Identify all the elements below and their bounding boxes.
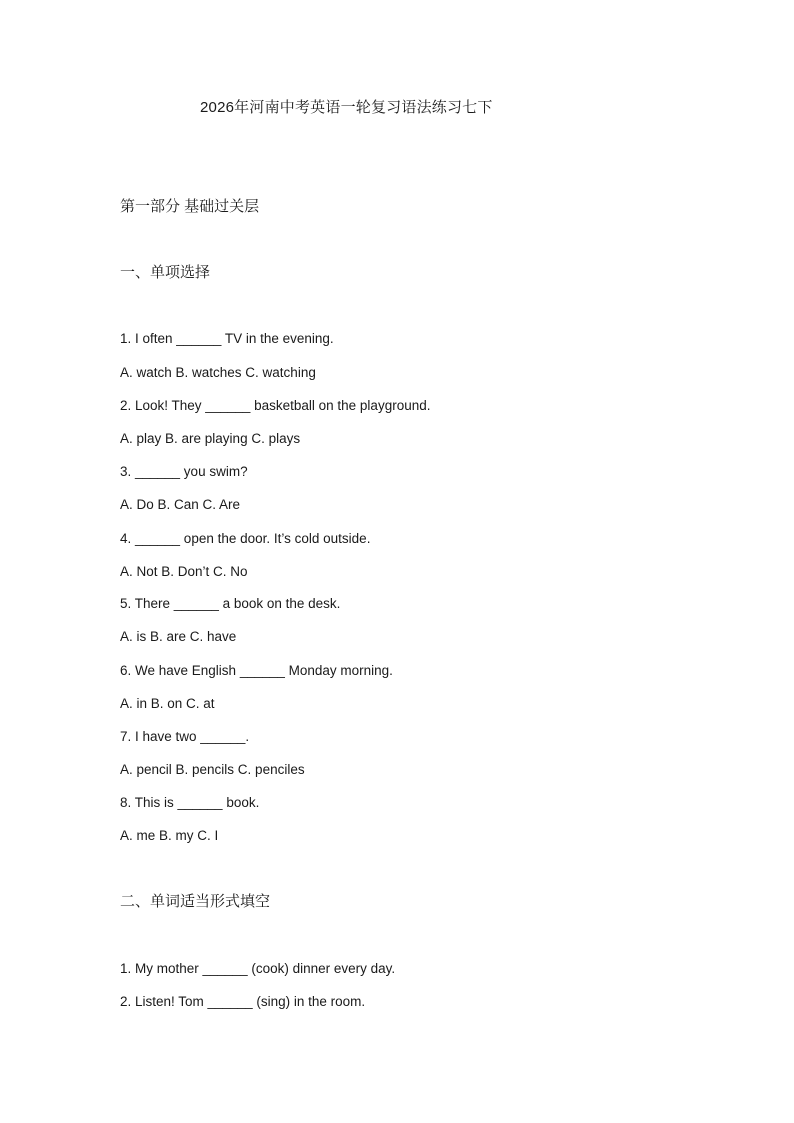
fill-question-1: 1. My mother ______ (cook) dinner every day. [120,961,396,976]
question-7: 7. I have two ______. [120,729,250,744]
options-4: A. Not B. Don’t C. No [120,564,248,579]
question-1: 1. I often ______ TV in the evening. [120,331,334,346]
options-5: A. is B. are C. have [120,629,237,644]
options-2: A. play B. are playing C. plays [120,431,301,446]
question-4: 4. ______ open the door. It’s cold outside. [120,531,371,546]
options-1: A. watch B. watches C. watching [120,365,316,380]
question-5: 5. There ______ a book on the desk. [120,596,341,611]
question-6: 6. We have English ______ Monday morning. [120,663,393,678]
options-3: A. Do B. Can C. Are [120,497,241,512]
part-title: 第一部分 基础过关层 [120,198,260,215]
document-title: 2026年河南中考英语一轮复习语法练习七下 [200,99,493,116]
options-8: A. me B. my C. I [120,828,219,843]
question-3: 3. ______ you swim? [120,464,248,479]
fill-question-2: 2. Listen! Tom ______ (sing) in the room. [120,994,366,1009]
section-heading-fill-in: 二、单词适当形式填空 [120,893,271,910]
section-heading-single-choice: 一、单项选择 [120,264,211,281]
question-8: 8. This is ______ book. [120,795,260,810]
options-6: A. in B. on C. at [120,696,215,711]
options-7: A. pencil B. pencils C. penciles [120,762,305,777]
question-2: 2. Look! They ______ basketball on the playground. [120,398,431,413]
